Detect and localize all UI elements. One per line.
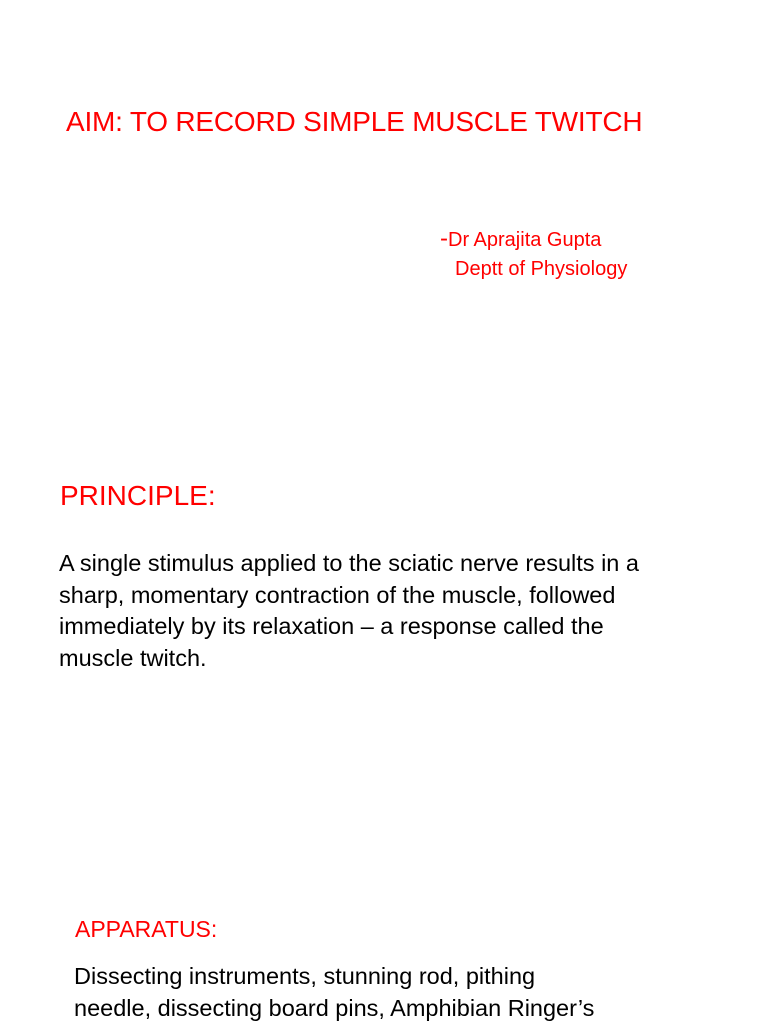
principle-paragraph: [59, 548, 727, 674]
principle-line: sharp, momentary contraction of the muscle, followed: [59, 581, 616, 608]
author-dash: -: [440, 225, 448, 252]
principle-line: immediately by its relaxation – a response called the: [59, 613, 604, 639]
principle-line: A single stimulus applied to the sciatic nerve results in a: [59, 550, 639, 576]
author-name: Dr Aprajita Gupta: [448, 229, 602, 251]
apparatus-line: Dissecting instruments, stunning rod, pithing: [74, 963, 536, 989]
page-title: AIM: TO RECORD SIMPLE MUSCLE TWITCH: [66, 106, 643, 137]
author-department: Deptt of Physiology: [455, 258, 628, 280]
apparatus-heading: APPARATUS:: [75, 916, 218, 942]
apparatus-line: needle, dissecting board pins, Amphibian Ringer’s: [74, 994, 595, 1021]
author-name-line: [440, 224, 627, 255]
principle-line: muscle twitch.: [59, 644, 207, 671]
author-credit: [440, 224, 627, 284]
apparatus-paragraph: [74, 961, 714, 1024]
principle-heading: PRINCIPLE:: [60, 480, 216, 511]
